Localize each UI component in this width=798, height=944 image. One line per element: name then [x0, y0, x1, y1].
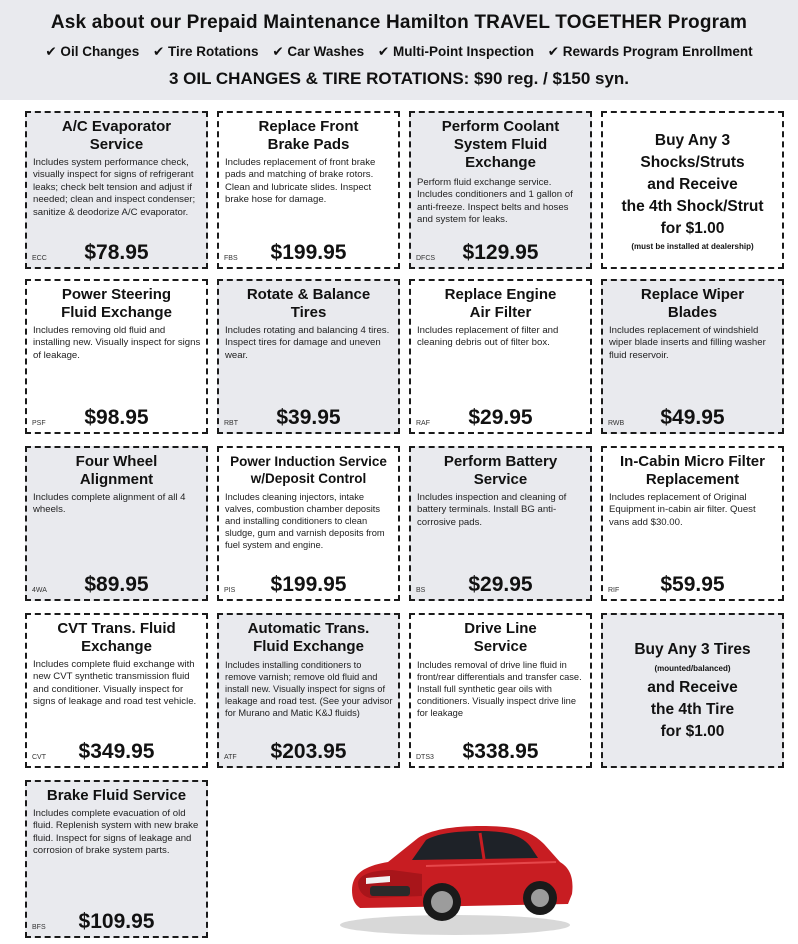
promo-line: and Receive: [647, 678, 738, 696]
coupon-drive-line: [409, 613, 592, 768]
coupon-description: Includes replacement of front brake pads and matching of brake rotors. Clean and lubricate slides. Inspect brake hose for damage.: [225, 157, 376, 206]
coupon-code: BS: [416, 587, 426, 594]
coupon-description: Includes rotating and balancing 4 tires. Inspect tires for damage and uneven wear.: [225, 325, 390, 361]
coupon-price: $59.95: [660, 573, 725, 596]
coupon-title: Replace Wiper Blades: [640, 286, 745, 321]
program-item-tires: ✔ Tire Rotations: [152, 44, 259, 59]
coupon-code: DTS3: [416, 754, 434, 761]
coupon-automatic-trans: [217, 613, 400, 768]
promo-line: and Receive: [647, 175, 738, 193]
coupon-price: $109.95: [78, 910, 155, 933]
coupon-title: Four Wheel Alignment: [75, 453, 158, 488]
promo-shocks-struts: [601, 111, 784, 269]
coupon-price: $199.95: [270, 241, 347, 264]
coupon-title: Power Steering Fluid Exchange: [61, 286, 172, 321]
coupon-title: Brake Fluid Service: [46, 787, 187, 804]
program-item-rewards: ✔ Rewards Program Enrollment: [547, 44, 753, 59]
promo-line: Buy Any 3 Tires: [634, 640, 751, 658]
coupon-code: RIF: [608, 587, 620, 594]
coupon-description: Includes system performance check, visually inspect for signs of refrigerant leaks; check belt tension and adjust if needed; clean and inspect condenser; sanitize & deodorize A/C evaporator.: [33, 157, 196, 218]
coupon-description: Includes replacement of Original Equipment in-cabin air filter. Quest vans add $30.00.: [609, 492, 756, 528]
coupon-title: Drive Line Service: [464, 620, 537, 655]
coupon-price: $49.95: [660, 406, 725, 429]
coupon-price: $89.95: [84, 573, 149, 596]
coupon-engine-air-filter: [409, 279, 592, 434]
promo-note: (mounted/balanced): [654, 663, 731, 673]
coupon-description: Includes installing conditioners to remove varnish; remove old fluid and install new. Visually inspect for signs of leakage and road test. (See your advisor for Murano and Matic K&J fluids): [225, 660, 393, 718]
promo-line: the 4th Tire: [650, 700, 735, 718]
coupon-price: $338.95: [462, 740, 539, 763]
coupon-title: Replace Front Brake Pads: [258, 118, 359, 153]
car-illustration: [330, 790, 580, 940]
coupon-power-induction: [217, 446, 400, 601]
coupon-price: $29.95: [468, 573, 533, 596]
program-title: Ask about our Prepaid Maintenance Hamilton TRAVEL TOGETHER Program: [50, 12, 748, 33]
coupon-title: Automatic Trans. Fluid Exchange: [247, 620, 370, 655]
program-items: [0, 44, 798, 60]
coupon-description: Includes replacement of filter and cleaning debris out of filter box.: [417, 325, 559, 349]
coupon-cabin-filter: [601, 446, 784, 601]
coupon-price: $98.95: [84, 406, 149, 429]
promo-note: (must be installed at dealership): [631, 241, 754, 251]
coupon-code: BFS: [32, 924, 46, 931]
program-header: [0, 0, 798, 100]
coupon-price: $199.95: [270, 573, 347, 596]
coupon-description: Includes complete fluid exchange with new CVT synthetic transmission fluid and conditioner. Visually inspect for signs of leakage and road test vehicle.: [33, 659, 197, 708]
promo-line: Shocks/Struts: [640, 153, 745, 171]
program-item-inspection: ✔ Multi-Point Inspection: [377, 44, 534, 59]
coupon-description: Includes inspection and cleaning of battery terminals. Install BG anti-corrosive pads.: [417, 492, 567, 528]
program-price: 3 OIL CHANGES & TIRE ROTATIONS: $90 reg. / $150 syn.: [168, 69, 630, 88]
coupon-code: RBT: [224, 420, 238, 427]
coupon-power-steering: [25, 279, 208, 434]
coupon-wiper-blades: [601, 279, 784, 434]
coupon-price: $39.95: [276, 406, 341, 429]
promo-line: the 4th Shock/Strut: [621, 197, 764, 215]
coupon-code: CVT: [32, 754, 46, 761]
coupon-battery-service: [409, 446, 592, 601]
coupon-price: $349.95: [78, 740, 155, 763]
coupon-code: ECC: [32, 255, 47, 262]
coupon-description: Includes cleaning injectors, intake valves, combustion chamber deposits and installing conditioners to clean sludge, gum and varnish deposits from fuel system and engine.: [225, 492, 385, 550]
coupon-description: Includes replacement of windshield wiper blade inserts and filling washer fluid reservoir.: [609, 325, 766, 361]
program-item-wash: ✔ Car Washes: [272, 44, 365, 59]
coupon-description: Includes complete alignment of all 4 wheels.: [33, 492, 186, 516]
promo-line: Buy Any 3: [654, 131, 731, 149]
coupon-description: Includes removing old fluid and installing new. Visually inspect for signs of leakage.: [33, 325, 201, 361]
coupon-price: $203.95: [270, 740, 347, 763]
coupon-description: Perform fluid exchange service. Includes conditioners and 1 gallon of anti-freeze. Inspect belts and hoses and system for leaks.: [417, 177, 573, 226]
coupon-ac-evaporator: [25, 111, 208, 269]
coupon-price: $29.95: [468, 406, 533, 429]
promo-line: for $1.00: [660, 722, 725, 740]
coupon-title: Replace Engine Air Filter: [444, 286, 557, 321]
promo-tires: [601, 613, 784, 768]
coupon-title: Perform Coolant System Fluid Exchange: [441, 118, 560, 171]
coupon-code: RAF: [416, 420, 430, 427]
coupon-code: ATF: [224, 754, 237, 761]
coupon-rotate-balance: [217, 279, 400, 434]
coupon-code: PSF: [32, 420, 46, 427]
coupon-code: FBS: [224, 255, 238, 262]
coupon-brake-fluid: [25, 780, 208, 938]
coupon-title: Perform Battery Service: [443, 453, 558, 488]
coupon-title: A/C Evaporator Service: [61, 118, 172, 153]
coupon-code: PIS: [224, 587, 236, 594]
coupon-coolant-exchange: [409, 111, 592, 269]
coupon-code: DFCS: [416, 255, 436, 262]
coupon-title: Power Induction Service w/Deposit Control: [230, 454, 387, 486]
red-sedan-image: [330, 790, 580, 940]
coupon-code: RWB: [608, 420, 625, 427]
coupon-title: CVT Trans. Fluid Exchange: [57, 620, 176, 655]
coupon-title: In-Cabin Micro Filter Replacement: [619, 453, 765, 488]
coupon-price: $129.95: [462, 241, 539, 264]
promo-line: for $1.00: [660, 219, 725, 237]
coupon-cvt-fluid: [25, 613, 208, 768]
coupon-code: 4WA: [32, 587, 47, 594]
coupon-four-wheel-alignment: [25, 446, 208, 601]
coupon-title: Rotate & Balance Tires: [246, 286, 371, 321]
coupon-description: Includes removal of drive line fluid in front/rear differentials and transfer case. Install full synthetic gear oils with conditioners. Visually inspect drive line for leakage: [417, 660, 582, 718]
coupon-front-brake-pads: [217, 111, 400, 269]
coupon-description: Includes complete evacuation of old fluid. Replenish system with new brake fluid. Inspect for signs of leakage and corrosion of brake system parts.: [33, 808, 199, 857]
program-item-oil: ✔ Oil Changes: [45, 44, 140, 59]
coupon-price: $78.95: [84, 241, 149, 264]
